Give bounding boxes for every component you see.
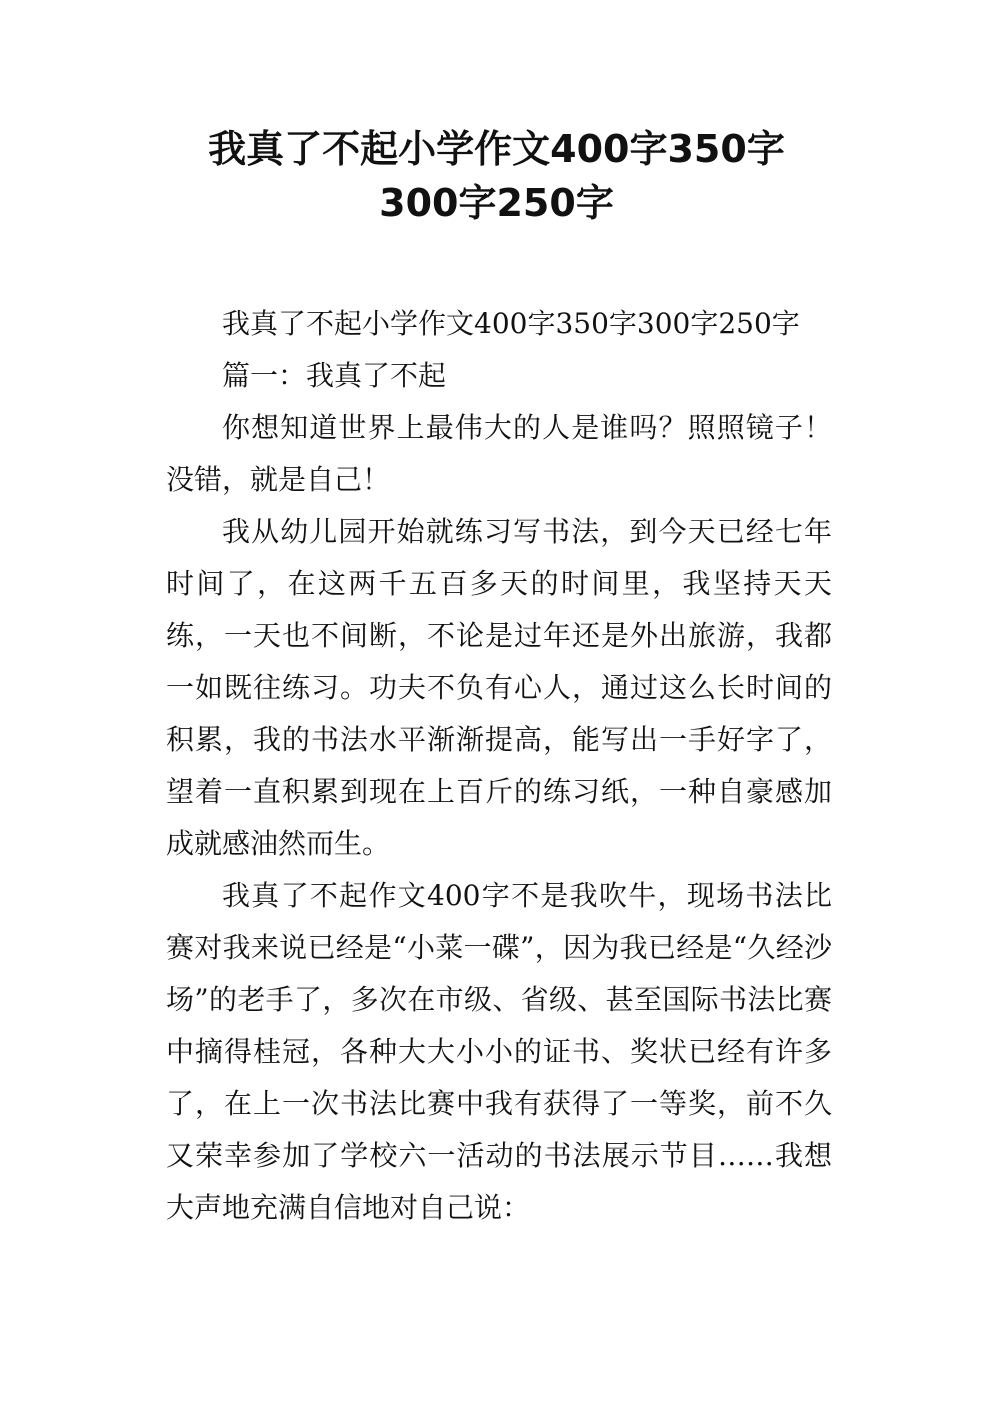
paragraph-section-title: 篇一：我真了不起 [222, 359, 447, 392]
document-body [166, 298, 832, 1234]
title-line-2: 300字250字 [379, 181, 614, 225]
paragraph-practice: 我从幼儿园开始就练习写书法，到今天已经七年时间了，在这两千五百多天的时间里，我坚持天天练，一天也不间断，不论是过年还是外出旅游，我都一如既往练习。功夫不负有心人，通过这么长时间的积累，我的书法水平渐渐提高，能写出一手好字了，望着一直积累到现在上百斤的练习纸，一种自豪感加成就感油然而生。 [166, 515, 832, 860]
paragraph-heading: 我真了不起小学作文400字350字300字250字 [222, 307, 800, 340]
document-title [120, 122, 873, 230]
paragraph-intro: 你想知道世界上最伟大的人是谁吗？照照镜子！没错，就是自己！ [166, 411, 832, 496]
paragraph-competition: 我真了不起作文400字不是我吹牛，现场书法比赛对我来说已经是“小菜一碟”，因为我已经是“久经沙场”的老手了，多次在市级、省级、甚至国际书法比赛中摘得桂冠，各种大大小小的证书、奖状已经有许多了，在上一次书法比赛中我有获得了一等奖，前不久又荣幸参加了学校六一活动的书法展示节目……我想大声地充满自信地对自己说： [166, 879, 832, 1224]
title-line-1: 我真了不起小学作文400字350字 [208, 127, 785, 171]
